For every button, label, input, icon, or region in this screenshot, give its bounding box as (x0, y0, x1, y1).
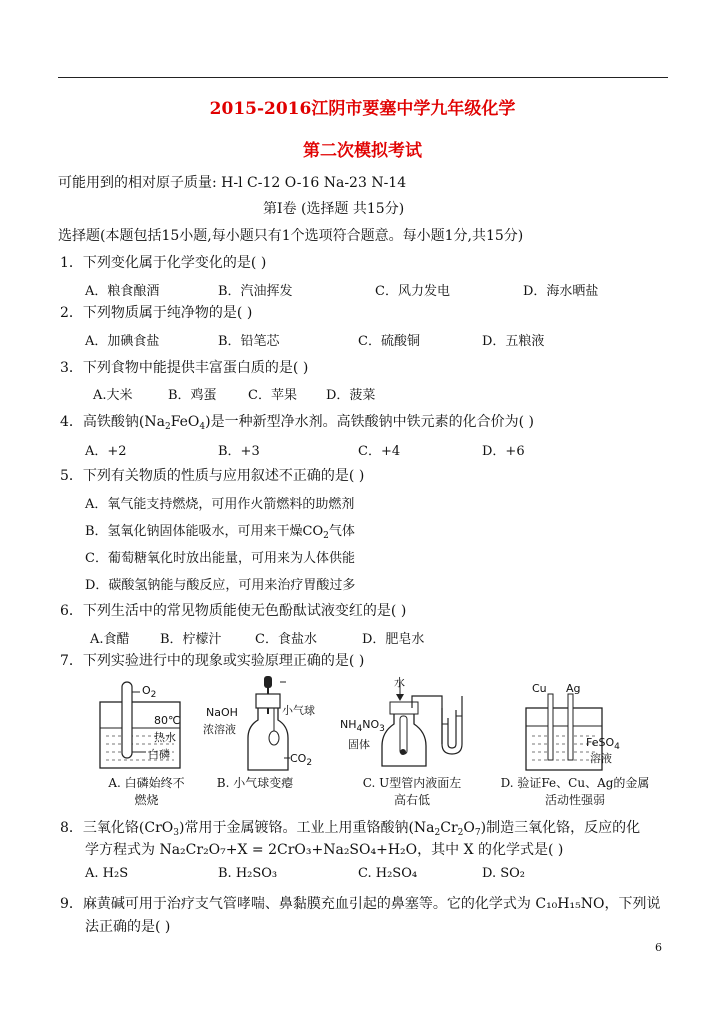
figure-b-label-solution: 浓溶液 (203, 723, 236, 736)
u-tube (442, 696, 462, 754)
dropper-bulb (264, 676, 272, 688)
page-number: 6 (655, 941, 662, 954)
question-6-option-c: C．食盐水 (255, 632, 317, 647)
question-9-stem-line-1: 9．麻黄碱可用于治疗支气管哮喘、鼻黏膜充血引起的鼻塞等。它的化学式为 C₁₀H₁₅NO，下列说 (60, 896, 661, 912)
question-3-option-c: C．苹果 (248, 388, 297, 403)
question-5-stem: 5．下列有关物质的性质与应用叙述不正确的是( ) (60, 468, 365, 484)
figure-b-label-naoh: NaOH (206, 706, 238, 719)
question-6-stem: 6．下列生活中的常见物质能使无色酚酞试液变红的是( ) (60, 603, 407, 619)
question-4-option-a: A．+2 (85, 444, 127, 459)
figure-b-caption: B. 小气球变瘪 (216, 776, 294, 790)
question-1-stem: 1．下列变化属于化学变化的是( ) (60, 255, 267, 271)
question-2-option-a: A．加碘食盐 (85, 334, 160, 349)
question-5-option-c: C．葡萄糖氧化时放出能量，可用来为人体供能 (85, 551, 355, 566)
question-3-option-a: A.大米 (93, 388, 133, 403)
question-2-option-b: B．铅笔芯 (218, 334, 280, 349)
figure-d-label-solution: 溶液 (590, 752, 612, 765)
figure-c-label-nh4no3: $NH_4NO_3$ (340, 718, 385, 734)
figure-a-caption: A. 白磷始终不燃烧 (108, 776, 185, 807)
question-8-stem-line-1: 8．三氧化铬(CrO$_3$)常用于金属镀铬。工业上用重铬酸钠$(Na_2Cr_2O_7)$制造三氧化铬，反应的化 (60, 820, 641, 838)
inner-tube (400, 716, 407, 754)
question-4-option-c: C．+4 (358, 444, 401, 459)
question-6-option-b: B．柠檬汁 (160, 632, 222, 647)
water-arrow-head (396, 694, 404, 701)
question-8-option-b: B. H₂SO₃ (218, 866, 278, 881)
figure-c-caption: C. U型管内液面左高右低 (362, 776, 462, 807)
question-8-stem-line-2: 学方程式为 Na₂Cr₂O₇+X = 2CrO₃+Na₂SO₄+H₂O，其中 X 的化学式是( ) (85, 842, 564, 858)
flask-stopper (390, 702, 418, 714)
figure-d-label-ag: Ag (566, 682, 581, 695)
question-2-option-c: C．硫酸铜 (358, 334, 420, 349)
question-7-stem: 7．下列实验进行中的现象或实验原理正确的是( ) (60, 653, 365, 669)
small-balloon (269, 731, 279, 745)
question-6-option-a: A.食醋 (90, 632, 130, 647)
figure-a-label-o2: $O_2$ (142, 684, 157, 700)
u-tube-inner (448, 710, 456, 748)
question-3-stem: 3．下列食物中能提供丰富蛋白质的是( ) (60, 360, 309, 376)
stopper (256, 694, 280, 708)
question-5-option-b: B．氢氧化钠固体能吸水，可用来干燥$CO_2$气体 (85, 524, 355, 541)
figure-b-label-co2: $CO_2$ (290, 752, 313, 768)
question-3-option-b: B．鸡蛋 (168, 388, 217, 403)
question-1-option-a: A．粮食酿酒 (85, 284, 160, 299)
figure-b-label-balloon: 小气球 (282, 704, 315, 717)
instructions: 选择题(本题包括15小题,每小题只有1个选项符合题意。每小题1分,共15分) (58, 228, 524, 244)
figure-c-label-solid: 固体 (348, 738, 370, 751)
question-4-option-d: D．+6 (482, 444, 525, 459)
question-6-option-d: D．肥皂水 (362, 632, 425, 647)
question-1-option-d: D．海水晒盐 (523, 284, 599, 299)
copper-strip (548, 694, 553, 760)
question-4-stem: 4．高铁酸钠$(Na_2FeO_4)$是一种新型净水剂。高铁酸钠中铁元素的化合价为( ) (60, 414, 534, 432)
figure-a-label-temp: 80℃ (154, 714, 181, 727)
figure-d-caption: D. 验证Fe、Cu、Ag的金属活动性强弱 (500, 776, 650, 807)
solid-sample (400, 749, 406, 755)
exam-subtitle: 第二次模拟考试 (303, 141, 422, 161)
top-rule (58, 77, 668, 78)
exam-title: 2015-2016江阴市要塞中学九年级化学 (209, 99, 516, 119)
figure-a-label-hot-water: 热水 (154, 731, 176, 744)
section-heading: 第Ⅰ卷 (选择题 共15分) (263, 201, 405, 217)
question-2-stem: 2．下列物质属于纯净物的是( ) (60, 305, 253, 321)
question-8-option-a: A. H₂S (85, 866, 129, 881)
question-2-option-d: D．五粮液 (482, 334, 545, 349)
figure-c-label-water: 水 (394, 676, 405, 689)
question-3-option-d: D．菠菜 (326, 388, 376, 403)
question-1-option-c: C．风力发电 (375, 284, 450, 299)
question-8-option-c: C. H₂SO₄ (358, 866, 418, 881)
question-9-stem-line-2: 法正确的是( ) (85, 919, 171, 935)
question-1-option-b: B．汽油挥发 (218, 284, 293, 299)
question-4-option-b: B．+3 (218, 444, 260, 459)
atomic-masses: 可能用到的相对原子质量: H-l C-12 O-16 Na-23 N-14 (58, 175, 407, 191)
question-5-option-d: D．碳酸氢钠能与酸反应，可用来治疗胃酸过多 (85, 578, 356, 593)
question-8-option-d: D. SO₂ (482, 866, 525, 881)
question-5-option-a: A．氧气能支持燃烧，可用作火箭燃料的助燃剂 (85, 497, 355, 512)
figure-d-label-cu: Cu (532, 682, 547, 695)
test-tube (122, 682, 132, 758)
silver-strip (568, 694, 573, 760)
figure-a-label-phosphorus: 白磷 (148, 748, 170, 761)
figure-d-label-feso4: FeSO$_4$ (586, 736, 620, 752)
